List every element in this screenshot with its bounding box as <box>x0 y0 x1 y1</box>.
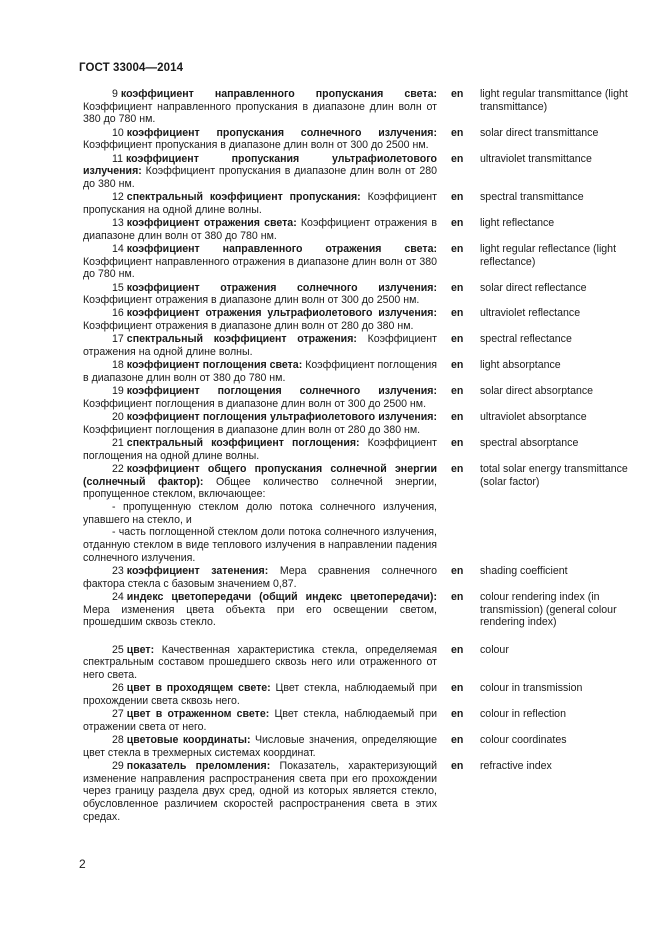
english-equivalent: ultraviolet transmittance <box>480 152 592 165</box>
term-definition <box>83 385 437 410</box>
english-equivalent: ultraviolet absorptance <box>480 411 587 424</box>
language-code: en <box>451 590 464 603</box>
term-definition-text: Коэффициент отражения на одной длине волны. <box>83 333 437 359</box>
term-definition <box>83 359 437 384</box>
term-entry <box>83 191 643 216</box>
term-definition-text: Коэффициент поглощения на одной длине волны. <box>83 436 437 462</box>
term-definition-block <box>83 591 437 629</box>
terms-list <box>83 88 643 824</box>
language-code: en <box>451 333 464 346</box>
language-code: en <box>451 126 464 139</box>
term-name: показатель преломления: <box>126 759 271 772</box>
term-definition-text: Коэффициент поглощения в диапазоне длин волн от 380 до 780 нм. <box>83 359 437 384</box>
term-definition <box>83 591 437 629</box>
term-entry <box>83 682 643 707</box>
term-definition-block <box>83 333 437 358</box>
english-equivalent: spectral transmittance <box>480 191 584 204</box>
term-entry <box>83 644 643 682</box>
term-definition-text: Коэффициент направленного пропускания в диапазоне длин волн от 380 до 780 нм. <box>83 100 437 126</box>
term-name: спектральный коэффициент пропускания: <box>126 191 361 204</box>
language-code: en <box>451 436 464 449</box>
english-equivalent: solar direct reflectance <box>480 281 587 294</box>
term-definition <box>83 153 437 191</box>
term-entry <box>83 243 643 281</box>
term-number: 16 <box>112 307 124 320</box>
english-equivalent: light regular reflectance (light reflectance) <box>480 242 617 268</box>
term-name: коэффициент пропускания ультрафиолетового излучения: <box>83 152 437 178</box>
english-equivalent: total solar energy transmittance (solar factor) <box>480 462 628 488</box>
term-number: 19 <box>112 385 124 398</box>
term-entry <box>83 591 643 629</box>
term-entry <box>83 127 643 152</box>
language-code: en <box>451 708 464 721</box>
term-definition-text: Коэффициент поглощения в диапазоне длин волн от 300 до 2500 нм. <box>83 397 427 410</box>
language-code: en <box>451 359 464 372</box>
term-definition-block <box>83 153 437 191</box>
term-number: 11 <box>112 152 123 165</box>
term-number: 22 <box>112 462 124 475</box>
term-number: 23 <box>112 565 124 578</box>
term-definition <box>83 760 437 824</box>
term-definition-block <box>83 88 437 126</box>
term-definition-block <box>83 307 437 332</box>
term-definition-block <box>83 191 437 216</box>
term-name: коэффициент поглощения света: <box>126 359 303 372</box>
term-definition-text: Коэффициент направленного отражения в диапазоне длин волн от 380 до 780 нм. <box>83 255 437 281</box>
term-name: спектральный коэффициент поглощения: <box>126 436 360 449</box>
language-code: en <box>451 759 464 772</box>
language-code: en <box>451 682 464 695</box>
term-name: коэффициент поглощения ультрафиолетового излучения: <box>126 411 437 424</box>
term-name: цвет в отраженном свете: <box>126 708 270 721</box>
term-definition <box>83 411 437 436</box>
term-entry <box>83 385 643 410</box>
english-equivalent: colour rendering index (in transmission) (general colour rendering index) <box>480 590 617 629</box>
term-name: спектральный коэффициент отражения: <box>126 333 357 346</box>
term-name: цвет: <box>126 643 155 656</box>
term-definition-block <box>83 644 437 682</box>
english-equivalent: colour in transmission <box>480 682 583 695</box>
term-entry <box>83 708 643 733</box>
term-definition-text: Коэффициент пропускания в диапазоне длин волн от 300 до 2500 нм. <box>83 139 429 152</box>
term-number: 20 <box>112 411 124 424</box>
term-name: коэффициент отражения света: <box>126 217 297 230</box>
term-name: цветовые координаты: <box>126 733 251 746</box>
term-definition-block <box>83 734 437 759</box>
language-code: en <box>451 643 464 656</box>
term-definition-block <box>83 359 437 384</box>
language-code: en <box>451 242 464 255</box>
language-code: en <box>451 385 464 398</box>
term-name: коэффициент затенения: <box>126 565 269 578</box>
term-definition-block <box>83 708 437 733</box>
term-definition <box>83 88 437 126</box>
term-name: индекс цветопередачи (общий индекс цветопередачи): <box>126 590 437 603</box>
term-definition-text: Цвет стекла, наблюдаемый при отражении света от него. <box>83 708 438 733</box>
term-name: цвет в проходящем свете: <box>126 682 271 695</box>
term-definition-block <box>83 217 437 242</box>
term-definition-text: Коэффициент пропускания на одной длине волны. <box>83 191 437 216</box>
term-number: 12 <box>112 191 124 204</box>
term-number: 13 <box>112 217 124 230</box>
term-definition <box>83 127 437 152</box>
term-number: 10 <box>112 126 124 139</box>
term-name: коэффициент отражения солнечного излучения: <box>126 281 437 294</box>
term-definition-text: Коэффициент отражения в диапазоне длин волн от 380 до 780 нм. <box>83 217 437 242</box>
english-equivalent: colour in reflection <box>480 708 566 721</box>
term-entry <box>83 282 643 307</box>
term-definition-text: Коэффициент поглощения в диапазоне длин волн от 280 до 380 нм. <box>83 423 421 436</box>
english-equivalent: ultraviolet reflectance <box>480 307 581 320</box>
english-equivalent: spectral reflectance <box>480 333 572 346</box>
term-definition <box>83 565 437 590</box>
term-definition-block <box>83 437 437 462</box>
language-code: en <box>451 191 464 204</box>
language-code: en <box>451 217 464 230</box>
english-equivalent: spectral absorptance <box>480 436 579 449</box>
term-number: 14 <box>112 242 124 255</box>
term-definition-subitem: - пропущенную стеклом долю потока солнечного излучения, упавшего на стекло, и <box>83 501 437 526</box>
term-name: коэффициент поглощения солнечного излучения: <box>126 385 437 398</box>
term-definition <box>83 734 437 759</box>
language-code: en <box>451 307 464 320</box>
term-entry <box>83 307 643 332</box>
term-entry <box>83 333 643 358</box>
term-entry <box>83 760 643 824</box>
language-code: en <box>451 152 464 165</box>
document-header: ГОСТ 33004—2014 <box>79 62 184 74</box>
term-name: коэффициент направленного пропускания света: <box>120 88 437 100</box>
term-number: 24 <box>112 590 124 603</box>
term-entry <box>83 153 643 191</box>
english-equivalent: solar direct transmittance <box>480 126 599 139</box>
english-equivalent: solar direct absorptance <box>480 385 594 398</box>
term-definition <box>83 282 437 307</box>
term-number: 25 <box>112 643 124 656</box>
english-equivalent: light regular transmittance (light transmittance) <box>480 88 628 113</box>
term-name: коэффициент общего пропускания солнечной энергии (солнечный фактор): <box>83 462 437 488</box>
term-definition-block <box>83 565 437 590</box>
language-code: en <box>451 565 464 578</box>
term-definition <box>83 307 437 332</box>
term-number: 17 <box>112 333 124 346</box>
english-equivalent: colour coordinates <box>480 733 567 746</box>
term-definition-block <box>83 282 437 307</box>
page-number: 2 <box>79 857 86 871</box>
language-code: en <box>451 88 464 100</box>
term-entry <box>83 411 643 436</box>
language-code: en <box>451 281 464 294</box>
term-number: 27 <box>112 708 124 721</box>
term-definition-block <box>83 385 437 410</box>
language-code: en <box>451 411 464 424</box>
term-number: 26 <box>112 682 124 695</box>
term-definition <box>83 191 437 216</box>
term-definition-subitem: - часть поглощенной стеклом доли потока солнечного излучения, отданную стеклом в виде теплового излучения в направлении падения солнечного излучения. <box>83 526 437 564</box>
english-equivalent: colour <box>480 643 509 656</box>
term-definition-block <box>83 682 437 707</box>
term-definition-text: Коэффициент отражения в диапазоне длин волн от 300 до 2500 нм. <box>83 294 420 307</box>
term-definition-text: Цвет стекла, наблюдаемый при прохождении света сквозь него. <box>83 682 437 707</box>
english-equivalent: refractive index <box>480 759 552 772</box>
term-definition-text: Общее количество солнечной энергии, пропущенное стеклом, включающее: <box>83 475 437 501</box>
term-definition <box>83 217 437 242</box>
term-definition <box>83 682 437 707</box>
term-name: коэффициент пропускания солнечного излучения: <box>126 126 437 139</box>
language-code: en <box>451 733 464 746</box>
term-definition-block <box>83 243 437 281</box>
term-definition <box>83 708 437 733</box>
term-definition-text: Коэффициент отражения в диапазоне длин волн от 280 до 380 нм. <box>83 320 414 333</box>
term-entry <box>83 88 643 126</box>
term-entry <box>83 217 643 242</box>
english-equivalent: light absorptance <box>480 359 561 372</box>
term-definition-block <box>83 127 437 152</box>
term-definition-text: Мера изменения цвета объекта при его освещении светом, прошедшим сквозь стекло. <box>83 603 437 629</box>
language-code: en <box>451 462 464 475</box>
term-definition-text: Качественная характеристика стекла, определяемая спектральным составом прошедшего сквозь него или отраженного от него света. <box>83 643 437 681</box>
term-definition <box>83 437 437 462</box>
english-equivalent: light reflectance <box>480 217 555 230</box>
term-entry <box>83 734 643 759</box>
term-number: 15 <box>112 281 124 294</box>
term-definition-text: Числовые значения, определяющие цвет стекла в трехмерных системах координат. <box>83 733 437 759</box>
term-entry <box>83 437 643 462</box>
term-definition <box>83 644 437 682</box>
term-name: коэффициент направленного отражения света: <box>126 242 437 255</box>
term-entry <box>83 359 643 384</box>
term-entry <box>83 565 643 590</box>
term-definition <box>83 463 437 501</box>
term-name: коэффициент отражения ультрафиолетового излучения: <box>126 307 437 320</box>
term-number: 21 <box>112 436 124 449</box>
term-number: 28 <box>112 733 124 746</box>
term-number: 9 <box>112 88 118 100</box>
term-number: 29 <box>112 759 124 772</box>
term-definition-text: Мера сравнения солнечного фактора стекла с базовым значением 0,87. <box>83 565 437 590</box>
term-definition-text: Показатель, характеризующий изменение направления распространения света при его прохождении через границу раздела двух сред, одной из которых является стекло, обусловленное различием скоростей распространения света в этих средах. <box>83 759 437 823</box>
english-equivalent: shading coefficient <box>480 565 568 578</box>
term-definition-block <box>83 760 437 824</box>
term-definition <box>83 333 437 358</box>
term-definition-block <box>83 463 437 565</box>
term-definition <box>83 243 437 281</box>
term-number: 18 <box>112 359 124 372</box>
term-entry <box>83 463 643 565</box>
term-definition-block <box>83 411 437 436</box>
term-definition-text: Коэффициент пропускания в диапазоне длин волн от 280 до 380 нм. <box>83 165 437 190</box>
